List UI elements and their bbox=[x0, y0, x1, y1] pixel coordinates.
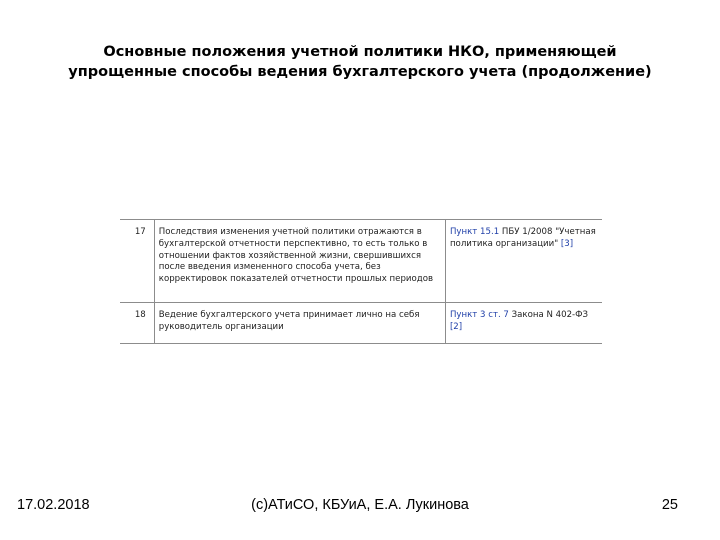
source-link[interactable]: Пункт 15.1 bbox=[449, 227, 500, 237]
source-text: ПБУ 1/2008 "Учетная политика организации" bbox=[449, 227, 596, 249]
slide-title-line-2: упрощенные способы ведения бухгалтерского учета (продолжение) bbox=[68, 64, 652, 80]
table-row bbox=[120, 220, 602, 303]
page-number: 25 bbox=[661, 497, 678, 513]
source-text: Закона N 402-ФЗ bbox=[508, 310, 589, 320]
slide-title bbox=[60, 42, 660, 82]
footer-date: 17.02.2018 bbox=[17, 497, 90, 513]
source-reference-link[interactable]: [2] bbox=[449, 321, 463, 332]
row-text: Ведение бухгалтерского учета принимает лично на себя руководитель организации bbox=[154, 303, 445, 344]
slide-title-line-1: Основные положения учетной политики НКО, применяющей bbox=[103, 44, 617, 60]
row-source bbox=[445, 220, 602, 303]
policy-table bbox=[120, 219, 602, 344]
row-number: 18 bbox=[120, 303, 154, 344]
row-source bbox=[445, 303, 602, 344]
footer-author: (с)АТиСО, КБУиА, Е.А. Лукинова bbox=[251, 497, 469, 513]
source-reference-link[interactable]: [3] bbox=[560, 238, 574, 249]
source-link[interactable]: Пункт 3 ст. 7 bbox=[449, 310, 509, 320]
table-row bbox=[120, 303, 602, 344]
row-number: 17 bbox=[120, 220, 154, 303]
row-text: Последствия изменения учетной политики отражаются в бухгалтерской отчетности перспективно, то есть только в отношении фактов хозяйственной жизни, свершившихся после введения измененного способа учета, без корректировок показателей отчетности прошлых периодов bbox=[154, 220, 445, 303]
